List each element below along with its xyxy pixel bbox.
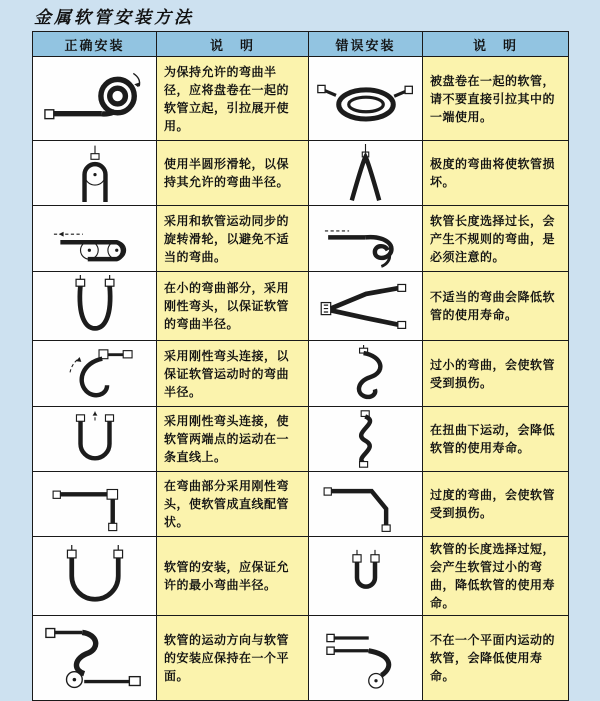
hose-sharply-kinked-at-hanging-point-illustration	[318, 144, 413, 202]
correct-illustration-cell	[33, 472, 157, 537]
wide-u-minimum-bend-radius-illustration	[43, 545, 147, 607]
wrong-illustration-cell	[309, 272, 423, 341]
wrong-description: 被盘卷在一起的软管，请不要直接引拉其中的一端使用。	[423, 57, 569, 141]
table-row	[33, 407, 569, 472]
table-row	[33, 206, 569, 272]
table-row	[33, 341, 569, 407]
hose-moving-out-of-plane-illustration	[316, 620, 416, 696]
correct-description: 采用和软管运动同步的旋转滑轮，以避免不适当的弯曲。	[157, 206, 309, 272]
correct-description: 使用半圆形滑轮，以保持其允许的弯曲半径。	[157, 141, 309, 206]
wrong-description: 极度的弯曲将使软管损坏。	[423, 141, 569, 206]
correct-illustration-cell	[33, 616, 157, 701]
correct-description: 软管的安装，应保证允许的最小弯曲半径。	[157, 537, 309, 616]
hose-on-synchronized-rotating-pulleys-illustration	[41, 210, 149, 268]
column-header-correct: 正确安装	[33, 32, 157, 57]
header-row	[33, 32, 569, 57]
correct-illustration-cell	[33, 341, 157, 407]
column-header-wrong: 错误安装	[309, 32, 423, 57]
wrong-illustration-cell	[309, 57, 423, 141]
correct-description: 在弯曲部分采用刚性弯头，使软管成直线配管状。	[157, 472, 309, 537]
table-row	[33, 272, 569, 341]
wrong-illustration-cell	[309, 407, 423, 472]
correct-illustration-cell	[33, 206, 157, 272]
u-loop-with-endpoints-on-one-line-illustration	[45, 410, 145, 468]
column-header-correct-desc: 说 明	[157, 32, 309, 57]
wrong-illustration-cell	[309, 206, 423, 272]
correct-illustration-cell	[33, 141, 157, 206]
correct-description: 采用刚性弯头连接，以保证软管运动时的弯曲半径。	[157, 341, 309, 407]
improper-sharp-v-bend-illustration	[314, 275, 418, 337]
correct-illustration-cell	[33, 272, 157, 341]
overlong-hose-with-irregular-loop-illustration	[316, 210, 416, 268]
column-header-wrong-desc: 说 明	[423, 32, 569, 57]
table-row	[33, 616, 569, 701]
wrong-description: 过小的弯曲，会使软管受到损伤。	[423, 341, 569, 407]
correct-illustration-cell	[33, 537, 157, 616]
wrong-illustration-cell	[309, 537, 423, 616]
wrong-illustration-cell	[309, 616, 423, 701]
page-title: 金属软管安装方法	[34, 8, 194, 28]
too-small-hook-bend-illustration	[321, 345, 411, 403]
wrong-illustration-cell	[309, 472, 423, 537]
wrong-description: 不适当的弯曲会降低软管的使用寿命。	[423, 272, 569, 341]
coiled-hose-stood-up-and-unrolled-illustration	[41, 63, 149, 135]
wrong-description: 过度的弯曲，会使软管受到损伤。	[423, 472, 569, 537]
wrong-illustration-cell	[309, 141, 423, 206]
correct-illustration-cell	[33, 57, 157, 141]
hose-moving-under-twist-illustration	[321, 410, 411, 468]
rigid-elbow-connection-moving-hose-illustration	[45, 345, 145, 403]
correct-illustration-cell	[33, 407, 157, 472]
table-row	[33, 57, 569, 141]
wrong-illustration-cell	[309, 341, 423, 407]
hose-routed-in-single-plane-illustration	[41, 620, 149, 696]
hose-over-semicircular-pulley-illustration	[45, 144, 145, 202]
wrong-description: 在扭曲下运动，会降低软管的使用寿命。	[423, 407, 569, 472]
table-row	[33, 141, 569, 206]
wrong-description: 不在一个平面内运动的软管，会降低使用寿命。	[423, 616, 569, 701]
wrong-description: 软管的长度选择过短，会产生软管过小的弯曲，降低软管的使用寿命。	[423, 537, 569, 616]
too-short-hose-tight-u-illustration	[321, 545, 411, 607]
installation-table	[32, 31, 569, 701]
correct-description: 在小的弯曲部分，采用刚性弯头，以保证软管的弯曲半径。	[157, 272, 309, 341]
rigid-elbow-at-small-bend-illustration	[45, 275, 145, 337]
table-row	[33, 472, 569, 537]
correct-description: 采用刚性弯头连接，使软管两端点的运动在一条直线上。	[157, 407, 309, 472]
straight-run-with-rigid-elbow-corner-illustration	[43, 475, 147, 533]
coiled-hose-pulled-by-one-end-illustration	[316, 63, 416, 135]
table-row	[33, 537, 569, 616]
correct-description: 软管的运动方向与软管的安装应保持在一个平面。	[157, 616, 309, 701]
wrong-description: 软管长度选择过长，会产生不规则的弯曲，是必须注意的。	[423, 206, 569, 272]
correct-description: 为保持允许的弯曲半径，应将盘卷在一起的软管立起，引拉展开使用。	[157, 57, 309, 141]
excessive-corner-bend-illustration	[316, 475, 416, 533]
